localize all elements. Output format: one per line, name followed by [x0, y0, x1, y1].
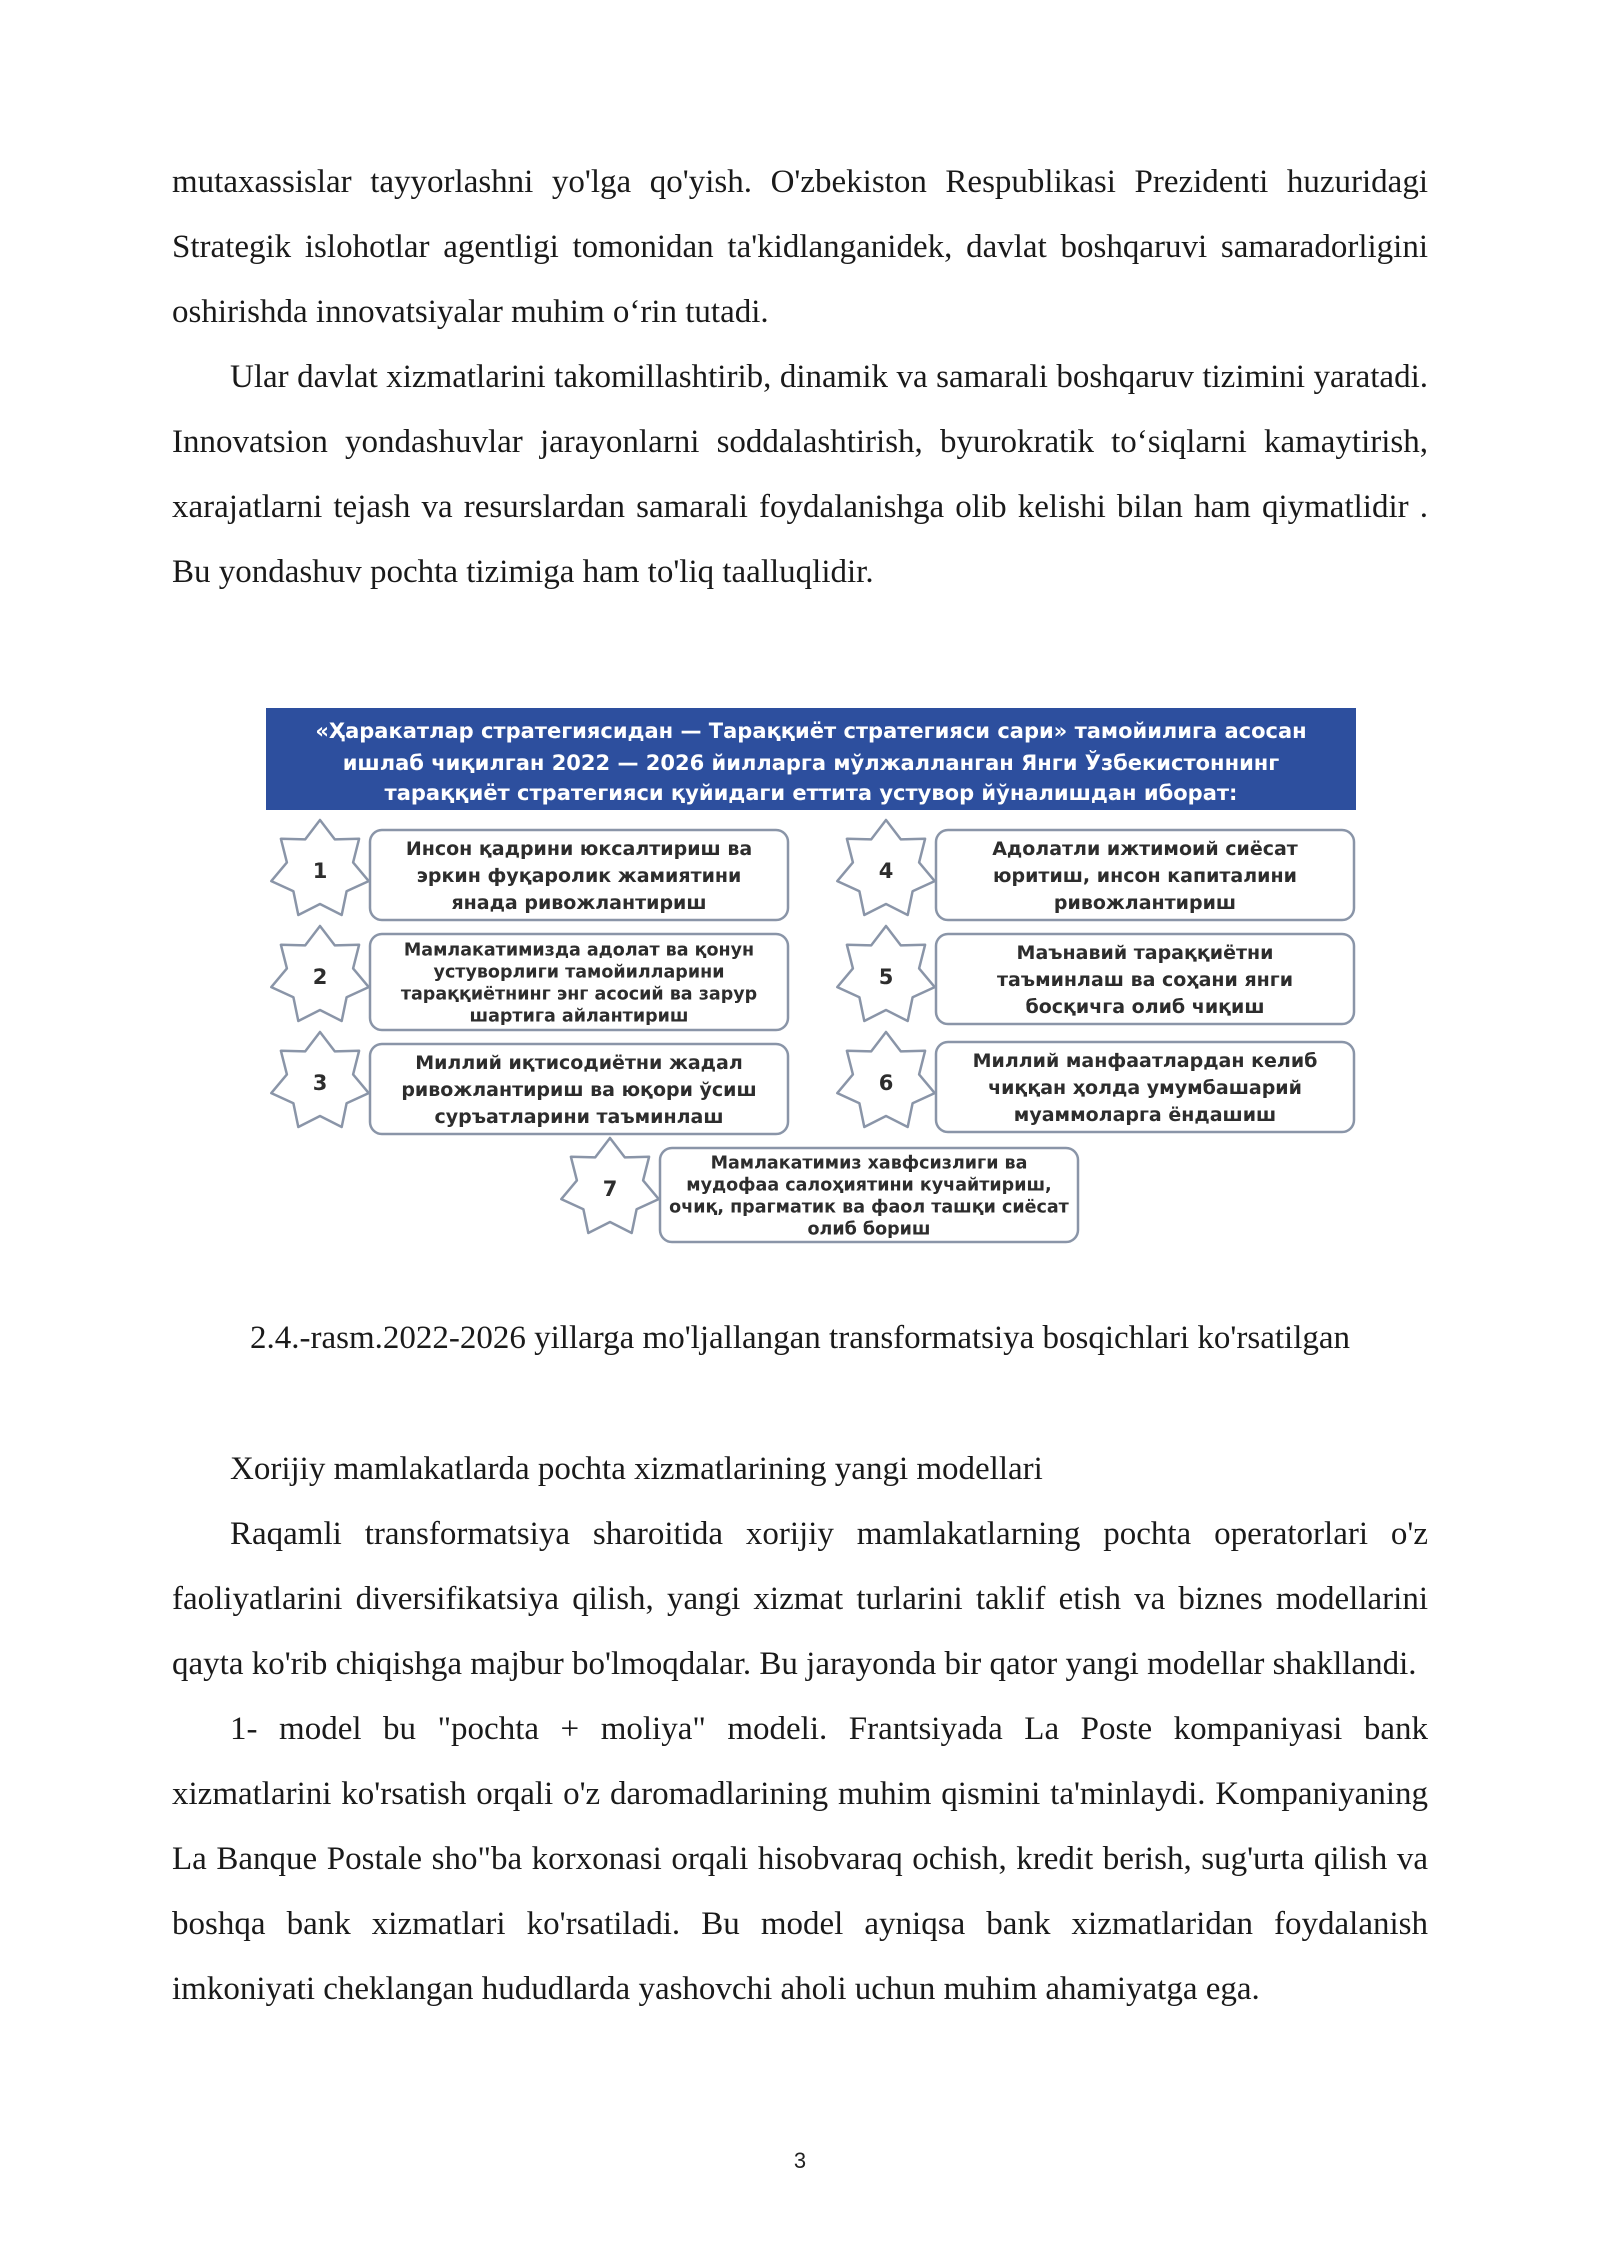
strategy-item-line: Миллий иқтисодиётни жадал — [415, 1051, 743, 1074]
strategy-item-line: эркин фуқаролик жамиятини — [416, 864, 742, 887]
strategy-item-line: босқичга олиб чиқиш — [1025, 995, 1265, 1018]
paragraph-1: mutaxassislar tayyorlashni yo'lga qo'yish. O'zbekiston Respublikasi Prezidenti huzuridagi Strategik islohotlar agentligi tomonidan ta'kidlanganidek, davlat boshqaruvi samaradorligini oshirishda innovatsiyalar muhim o‘rin tutadi. — [172, 164, 1428, 330]
strategy-item-number: 3 — [312, 1071, 328, 1095]
strategy-item-line: Миллий манфаатлардан келиб — [972, 1049, 1318, 1072]
strategy-item-line: Мамлакатимизда адолат ва қонун — [403, 940, 755, 961]
strategy-item-line: суръатларини таъминлаш — [434, 1105, 724, 1128]
strategy-item-number: 2 — [312, 965, 328, 989]
strategy-item-line: мудофаа салоҳиятини кучайтириш, — [686, 1175, 1052, 1196]
strategy-item-line: устуворлиги тамойилларини — [433, 962, 725, 983]
paragraph-2: Ular davlat xizmatlarini takomillashtirib, dinamik va samarali boshqaruv tizimini yaratadi. Innovatsion yondashuvlar jarayonlarni soddalashtirish, byurokratik to‘siqlarni kamaytirish, xarajatlarni tejash va resurslardan samarali foydalanishga olib kelishi bilan ham qiymatlidir . Bu yondashuv pochta tizimiga ham to'liq taalluqlidir. — [172, 359, 1428, 590]
strategy-item-line: ривожлантириш — [1053, 891, 1237, 914]
strategy-item-line: очиқ, прагматик ва фаол ташқи сиёсат — [669, 1197, 1069, 1218]
strategy-item-number: 5 — [878, 965, 894, 989]
strategy-item-number: 7 — [602, 1177, 618, 1201]
strategy-item-line: Мамлакатимиз хавфсизлиги ва — [710, 1153, 1028, 1174]
strategy-item-line: чиққан ҳолда умумбашарий — [988, 1076, 1302, 1099]
section-heading: Xorijiy mamlakatlarda pochta xizmatlarining yangi modellari — [230, 1451, 1043, 1487]
strategy-figure — [266, 708, 1356, 1246]
page-number: 3 — [793, 2148, 807, 2173]
paragraph-3: Raqamli transformatsiya sharoitida xorijiy mamlakatlarning pochta operatorlari o'z faoliyatlarini diversifikatsiya qilish, yangi xizmat turlarini taklif etish va biznes modellarini qayta ko'rib chiqishga majbur bo'lmoqdalar. Bu jarayonda bir qator yangi modellar shakllandi. — [172, 1516, 1428, 1682]
figure-caption: 2.4.-rasm.2022-2026 yillarga mo'ljallangan transformatsiya bosqichlari ko'rsatilgan — [249, 1320, 1351, 1356]
strategy-item-line: Маънавий тараққиётни — [1016, 941, 1274, 964]
strategy-item-number: 1 — [312, 859, 328, 883]
text-block-bottom — [172, 1437, 1428, 2022]
text-block-top — [172, 150, 1428, 605]
strategy-item-line: шартига айлантириш — [469, 1006, 689, 1027]
strategy-item-line: таъминлаш ва соҳани янги — [996, 968, 1294, 991]
strategy-item-line: муаммоларга ёндашиш — [1013, 1103, 1277, 1126]
strategy-item-line: юритиш, инсон капиталини — [993, 864, 1297, 887]
strategy-item-line: ривожлантириш ва юқори ўсиш — [401, 1078, 757, 1101]
figure-header-line-3: тараққиёт стратегияси қуйидаги еттита устувор йўналишдан иборат: — [384, 781, 1238, 805]
figure-header-line-2: ишлаб чиқилган 2022 — 2026 йилларга мўлжалланган Янги Ўзбекистоннинг — [342, 751, 1280, 775]
figure-header-line-1: «Ҳаракатлар стратегиясидан — Тараққиёт стратегияси сари» тамойилига асосан — [315, 719, 1307, 743]
strategy-item-line: тараққиётнинг энг асосий ва зарур — [400, 984, 758, 1005]
strategy-item-line: Инсон қадрини юксалтириш ва — [405, 837, 753, 860]
strategy-item-number: 6 — [878, 1071, 894, 1095]
paragraph-4: 1- model bu "pochta + moliya" modeli. Frantsiyada La Poste kompaniyasi bank xizmatlarini ko'rsatish orqali o'z daromadlarining muhim qismini ta'minlaydi. Kompaniyaning La Banque Postale sho"ba korxonasi orqali hisobvaraq ochish, kredit berish, sug'urta qilish va boshqa bank xizmatlari ko'rsatiladi. Bu model ayniqsa bank xizmatlaridan foydalanish imkoniyati cheklangan hududlarda yashovchi aholi uchun muhim ahamiyatga ega. — [172, 1711, 1428, 2007]
strategy-item-line: янада ривожлантириш — [451, 891, 707, 914]
strategy-item-number: 4 — [878, 859, 894, 883]
strategy-item-line: олиб бориш — [807, 1219, 931, 1240]
strategy-item-line: Адолатли ижтимоий сиёсат — [992, 837, 1298, 860]
